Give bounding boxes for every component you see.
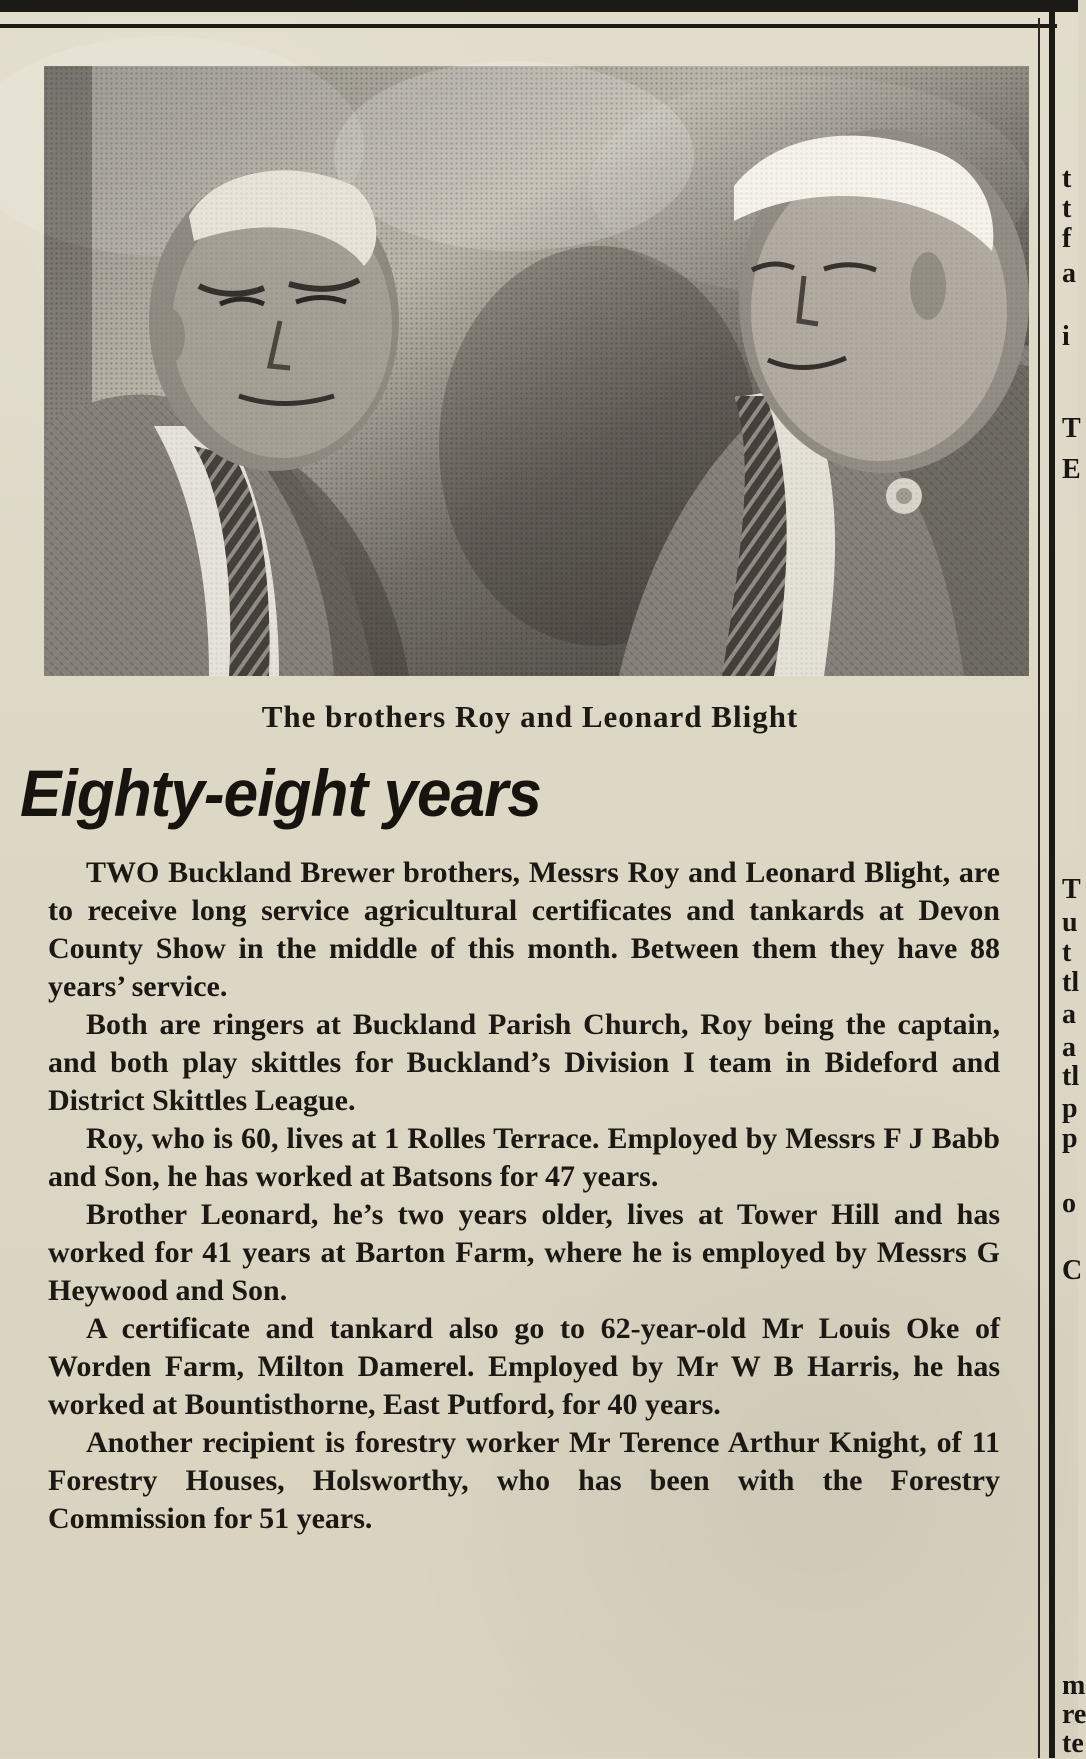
- article-paragraph-4: Brother Leonard, he’s two years older, lives at Tower Hill and has worked for 41 years at Barton Farm, where he is employed by Messrs G Heywood and Son.: [48, 1198, 1000, 1307]
- fragment-9: u: [1062, 907, 1078, 938]
- fragment-19: m: [1062, 1670, 1086, 1701]
- fragment-8: T: [1062, 874, 1081, 905]
- fragment-12: a: [1062, 999, 1076, 1030]
- fragment-15: p: [1062, 1093, 1078, 1124]
- column-rule-thin: [1038, 18, 1040, 1758]
- article-paragraph-5: A certificate and tankard also go to 62-year-old Mr Louis Oke of Worden Farm, Milton Damerel. Employed by Mr W B Harris, he has worked at Bountisthorne, East Putford, for 40 years.: [48, 1312, 1000, 1421]
- top-rule-inner: [0, 24, 1057, 28]
- fragment-4: a: [1062, 258, 1076, 289]
- fragment-20: re: [1062, 1699, 1086, 1730]
- article-paragraph-6: Another recipient is forestry worker Mr Terence Arthur Knight, of 11 Forestry Houses, Holsworthy, who has been with the Forestry Commission for 51 years.: [48, 1426, 1000, 1535]
- fragment-1: t: [1062, 163, 1072, 194]
- article-paragraph-2: Both are ringers at Buckland Parish Church, Roy being the captain, and both play skittles for Buckland’s Division I team in Bideford and District Skittles League.: [48, 1008, 1000, 1117]
- fragment-2: t: [1062, 193, 1072, 224]
- article-headline: Eighty-eight years: [20, 756, 541, 830]
- article-body: [48, 854, 1000, 1538]
- fragment-3: f: [1062, 223, 1072, 254]
- fragment-14: tl: [1062, 1061, 1080, 1092]
- photo: [44, 66, 1029, 676]
- column-rule-thick: [1049, 6, 1055, 1758]
- fragment-16: p: [1062, 1123, 1078, 1154]
- photo-caption: The brothers Roy and Leonard Blight: [261, 699, 799, 734]
- article-paragraph-1: TWO Buckland Brewer brothers, Messrs Roy and Leonard Blight, are to receive long service agricultural certificates and tankards at Devon County Show in the middle of this month. Between them they have 88 years’ service.: [48, 856, 1000, 1003]
- top-rule-outer: [0, 0, 1078, 12]
- fragment-7: E: [1062, 454, 1081, 485]
- fragment-5: i: [1062, 321, 1070, 352]
- fragment-18: C: [1062, 1255, 1083, 1286]
- fragment-17: o: [1062, 1188, 1076, 1219]
- fragment-10: t: [1062, 937, 1072, 968]
- fragment-11: tl: [1062, 967, 1080, 998]
- fragment-13: a: [1062, 1032, 1076, 1063]
- fragment-6: T: [1062, 413, 1081, 444]
- fragment-21: te: [1062, 1728, 1084, 1759]
- article-paragraph-3: Roy, who is 60, lives at 1 Rolles Terrace. Employed by Messrs F J Babb and Son, he has worked at Batsons for 47 years.: [48, 1122, 1000, 1193]
- adjacent-column-fragments: [1062, 0, 1086, 1759]
